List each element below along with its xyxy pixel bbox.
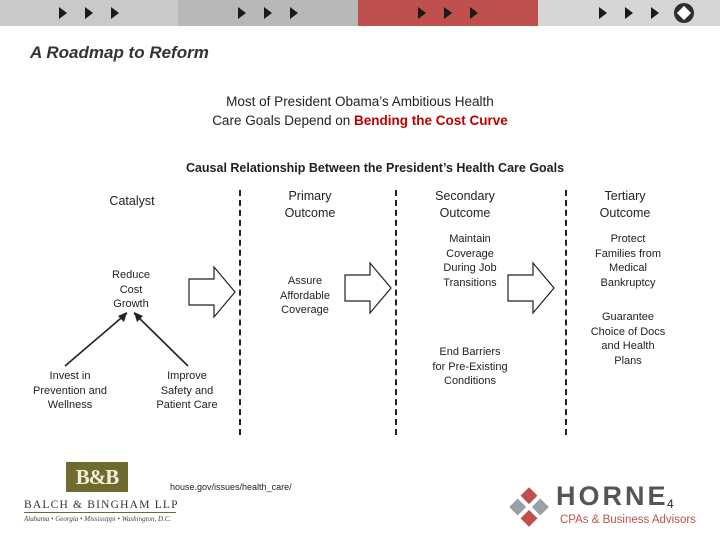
slide-title: A Roadmap to Reform	[30, 43, 209, 62]
header-tertiary-line-1: Tertiary	[604, 189, 646, 203]
header-primary-line-2: Outcome	[284, 206, 336, 220]
header-primary-line-1: Primary	[288, 189, 332, 203]
node-line: Medical	[609, 262, 647, 274]
node-line: Prevention and	[33, 384, 107, 397]
horne-tagline: CPAs & Business Advisors	[560, 514, 696, 526]
node-line: Families from	[594, 247, 661, 260]
node-line: for Pre-Existing	[432, 360, 508, 373]
node-line: Cost	[119, 283, 143, 296]
node-line: Coverage	[446, 247, 494, 260]
node-line: Reduce	[112, 269, 150, 281]
node-line: Choice of Docs	[590, 325, 666, 338]
subtitle-line-1: Most of President Obama’s Ambitious Health	[226, 94, 494, 109]
horne-wordmark: HORNE	[556, 481, 669, 511]
node-line: Coverage	[281, 304, 329, 316]
node-line: Plans	[614, 354, 642, 367]
node-line: Conditions	[444, 375, 496, 387]
source-url: house.gov/issues/health_care/	[170, 482, 292, 492]
subtitle-line-2-text: Care Goals Depend on	[212, 113, 355, 128]
node-line: Affordable	[280, 289, 330, 302]
node-line: Growth	[113, 298, 149, 310]
balch-bingham-logo-icon: B&B	[66, 462, 128, 492]
arrow-line-right	[134, 313, 188, 366]
balch-bingham-name: BALCH & BINGHAM LLP	[24, 499, 179, 511]
header-tertiary-line-2: Outcome	[599, 206, 651, 220]
arrow-line-left	[65, 313, 127, 366]
node-line: Improve	[167, 370, 207, 382]
balch-bingham-cities: Alabama • Georgia • Mississippi • Washington, D.C.	[24, 515, 172, 523]
node-line: Bankruptcy	[600, 276, 656, 289]
node-line: Transitions	[443, 276, 497, 289]
header-secondary-line-2: Outcome	[439, 206, 491, 220]
horne-diamond-logo-icon	[508, 486, 550, 528]
node-line: Wellness	[47, 399, 93, 411]
node-line: During Job	[443, 262, 497, 274]
node-line: Assure	[287, 275, 323, 287]
header-secondary-line-1: Secondary	[435, 189, 495, 203]
page-number: 4	[667, 497, 674, 511]
node-line: Maintain	[449, 233, 491, 245]
diagram-caption: Causal Relationship Between the President’s Health Care Goals	[185, 161, 565, 175]
node-line: Protect	[610, 233, 646, 245]
node-line: End Barriers	[439, 346, 501, 358]
subtitle-highlight: Bending the Cost Curve	[354, 113, 508, 128]
node-line: Guarantee	[602, 311, 654, 323]
node-line: Invest in	[49, 370, 91, 382]
node-line: Safety and	[160, 384, 214, 397]
node-line: Patient Care	[156, 399, 218, 411]
header-catalyst: Catalyst	[109, 194, 155, 208]
node-line: and Health	[601, 340, 655, 352]
balch-bingham-rule	[24, 512, 176, 513]
